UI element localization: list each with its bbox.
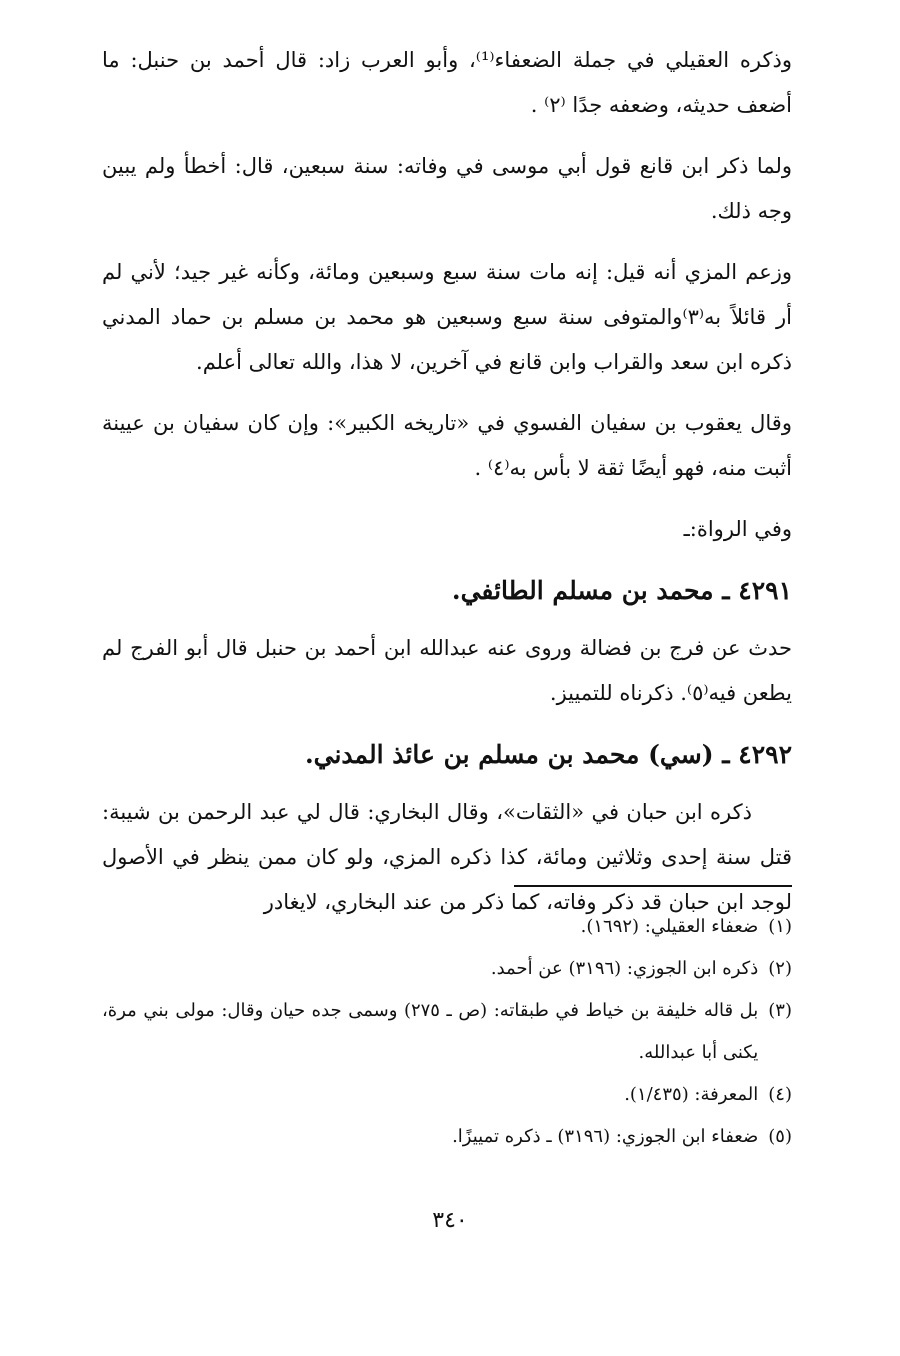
paragraph-yaqub: وقال يعقوب بن سفيان الفسوي في «تاريخه الكبير»: وإن كان سفيان بن عيينة أثبت منه، فهو أيضًا ثقة لا بأس به⁽٤⁾ . — [102, 411, 792, 480]
paragraph-mizzi: وزعم المزي أنه قيل: إنه مات سنة سبع وسبعين ومائة، وكأنه غير جيد؛ لأني لم أر قائلاً به⁽٣⁾والمتوفى سنة سبع وسبعين هو محمد بن مسلم بن حماد المدني ذكره ابن سعد والقراب وابن قانع في آخرين، لا هذا، والله تعالى أعلم. — [102, 260, 792, 374]
paragraph-aqili: وذكره العقيلي في جملة الضعفاء⁽¹⁾، وأبو العرب زاد: قال أحمد بن حنبل: ما أضعف حديثه، وضعفه جدًا ⁽٢⁾ . — [102, 48, 792, 117]
footnote-2 — [102, 948, 792, 990]
footnote-number: (١) — [768, 916, 792, 937]
footnote-1 — [102, 906, 792, 948]
page-number: ٣٤٠ — [432, 1208, 468, 1233]
entry-heading-4291: ٤٢٩١ ـ محمد بن مسلم الطائفي. — [451, 576, 792, 605]
footnotes — [102, 906, 792, 1158]
footnote-number: (٣) — [768, 1000, 792, 1021]
footnote-text: ضعفاء ابن الجوزي: (٣١٩٦) ـ ذكره تمييزًا. — [452, 1126, 759, 1147]
footnote-text: المعرفة: (١/٤٣٥). — [624, 1084, 759, 1105]
footnote-number: (٤) — [768, 1084, 792, 1105]
entry-text-4292: ذكره ابن حبان في «الثقات»، وقال البخاري: قال لي عبد الرحمن بن شيبة: قتل سنة إحدى وثلاثين ومائة، كذا ذكره المزي، ولو كان ممن ينظر في الأصول لوجد ابن حبان قد ذكر وفاته، كما ذكر من عند البخاري، لايغادر — [102, 800, 792, 914]
footnote-5 — [102, 1116, 792, 1158]
footnote-divider — [514, 885, 792, 887]
entry-text-4291: حدث عن فرج بن فضالة وروى عنه عبدالله ابن أحمد بن حنبل قال أبو الفرج لم يطعن فيه⁽٥⁾. ذكرناه للتمييز. — [102, 636, 792, 705]
paragraph-ruwat: وفي الرواة:ـ — [683, 517, 792, 541]
footnote-number: (٢) — [768, 958, 792, 979]
footnote-3 — [102, 990, 792, 1074]
paragraph-ibn-qani: ولما ذكر ابن قانع قول أبي موسى في وفاته: سنة سبعين، قال: أخطأ ولم يبين وجه ذلك. — [102, 154, 792, 223]
footnote-number: (٥) — [768, 1126, 792, 1147]
footnote-text: ضعفاء العقيلي: (١٦٩٢). — [580, 916, 759, 937]
entry-heading-4292: ٤٢٩٢ ـ (سي) محمد بن مسلم بن عائذ المدني. — [304, 740, 792, 769]
footnote-text: بل قاله خليفة بن خياط في طبقاته: (ص ـ ٢٧٥) وسمى جده حيان وقال: مولى بني مرة، يكنى أبا عبدالله. — [102, 1000, 759, 1063]
main-text — [102, 38, 792, 941]
footnote-text: ذكره ابن الجوزي: (٣١٩٦) عن أحمد. — [490, 958, 759, 979]
footnote-4 — [102, 1074, 792, 1116]
